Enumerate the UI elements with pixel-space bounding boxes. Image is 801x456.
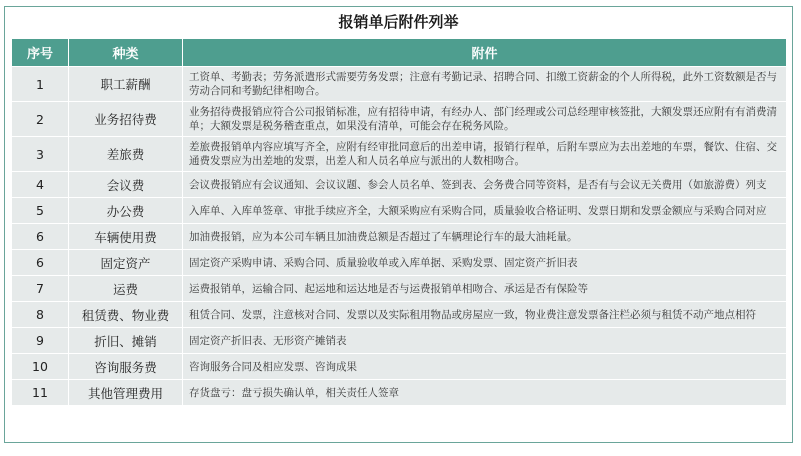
row-attachment: 存货盘亏：盘亏损失确认单，相关责任人签章 <box>183 380 787 406</box>
row-attachment: 咨询服务合同及相应发票、咨询成果 <box>183 354 787 380</box>
table-row <box>12 302 787 328</box>
row-number: 6 <box>12 224 69 250</box>
row-category: 其他管理费用 <box>69 380 183 406</box>
table-row <box>12 250 787 276</box>
header-attachment: 附件 <box>183 39 787 67</box>
row-number: 7 <box>12 276 69 302</box>
table-row <box>12 380 787 406</box>
table-row <box>12 354 787 380</box>
row-number: 10 <box>12 354 69 380</box>
row-number: 4 <box>12 172 69 198</box>
row-category: 咨询服务费 <box>69 354 183 380</box>
row-attachment: 业务招待费报销应符合公司报销标准，应有招待申请，有经办人、部门经理或公司总经理审核签批，大额发票还应附有有消费清单；大额发票是税务稽查重点，如果没有清单，可能会存在税务风险。 <box>183 102 787 137</box>
row-category: 运费 <box>69 276 183 302</box>
table-row <box>12 102 787 137</box>
row-attachment: 固定资产折旧表、无形资产摊销表 <box>183 328 787 354</box>
row-number: 6 <box>12 250 69 276</box>
row-category: 租赁费、物业费 <box>69 302 183 328</box>
table-frame <box>4 6 793 443</box>
row-attachment: 固定资产采购申请、采购合同、质量验收单或入库单据、采购发票、固定资产折旧表 <box>183 250 787 276</box>
row-number: 8 <box>12 302 69 328</box>
row-attachment: 运费报销单，运输合同、起运地和运达地是否与运费报销单相吻合、承运是否有保险等 <box>183 276 787 302</box>
row-attachment: 会议费报销应有会议通知、会议议题、参会人员名单、签到表、会务费合同等资料，是否有与会议无关费用（如旅游费）列支 <box>183 172 787 198</box>
table-row <box>12 276 787 302</box>
attachment-table <box>11 38 787 406</box>
header-category: 种类 <box>69 39 183 67</box>
row-category: 车辆使用费 <box>69 224 183 250</box>
row-attachment: 差旅费报销单内容应填写齐全，应附有经审批同意后的出差申请，报销行程单，后附车票应为去出差地的车票，餐饮、住宿、交通费发票应为出差地的发票，出差人和人员名单应与派出的人数相吻合。 <box>183 137 787 172</box>
table-title: 报销单后附件列举 <box>338 13 459 31</box>
row-number: 2 <box>12 102 69 137</box>
row-attachment: 入库单、入库单签章、审批手续应齐全，大额采购应有采购合同，质量验收合格证明、发票日期和发票金额应与采购合同对应 <box>183 198 787 224</box>
table-row <box>12 328 787 354</box>
row-number: 9 <box>12 328 69 354</box>
table-row <box>12 172 787 198</box>
row-category: 职工薪酬 <box>69 67 183 102</box>
row-number: 11 <box>12 380 69 406</box>
row-number: 5 <box>12 198 69 224</box>
row-number: 1 <box>12 67 69 102</box>
row-category: 办公费 <box>69 198 183 224</box>
row-attachment: 工资单、考勤表；劳务派遣形式需要劳务发票；注意有考勤记录、招聘合同、扣缴工资薪金的个人所得税，此外工资数额是否与劳动合同和考勤纪律相吻合。 <box>183 67 787 102</box>
table-row <box>12 224 787 250</box>
table-row <box>12 67 787 102</box>
row-category: 会议费 <box>69 172 183 198</box>
table-row <box>12 198 787 224</box>
row-category: 业务招待费 <box>69 102 183 137</box>
row-number: 3 <box>12 137 69 172</box>
row-category: 固定资产 <box>69 250 183 276</box>
row-attachment: 加油费报销，应为本公司车辆且加油费总额是否超过了车辆理论行车的最大油耗量。 <box>183 224 787 250</box>
row-category: 折旧、摊销 <box>69 328 183 354</box>
header-row <box>12 39 787 67</box>
row-category: 差旅费 <box>69 137 183 172</box>
row-attachment: 租赁合同、发票，注意核对合同、发票以及实际租用物品或房屋应一致，物业费注意发票备注栏必须与租赁不动产地点相符 <box>183 302 787 328</box>
header-number: 序号 <box>12 39 69 67</box>
table-row <box>12 137 787 172</box>
